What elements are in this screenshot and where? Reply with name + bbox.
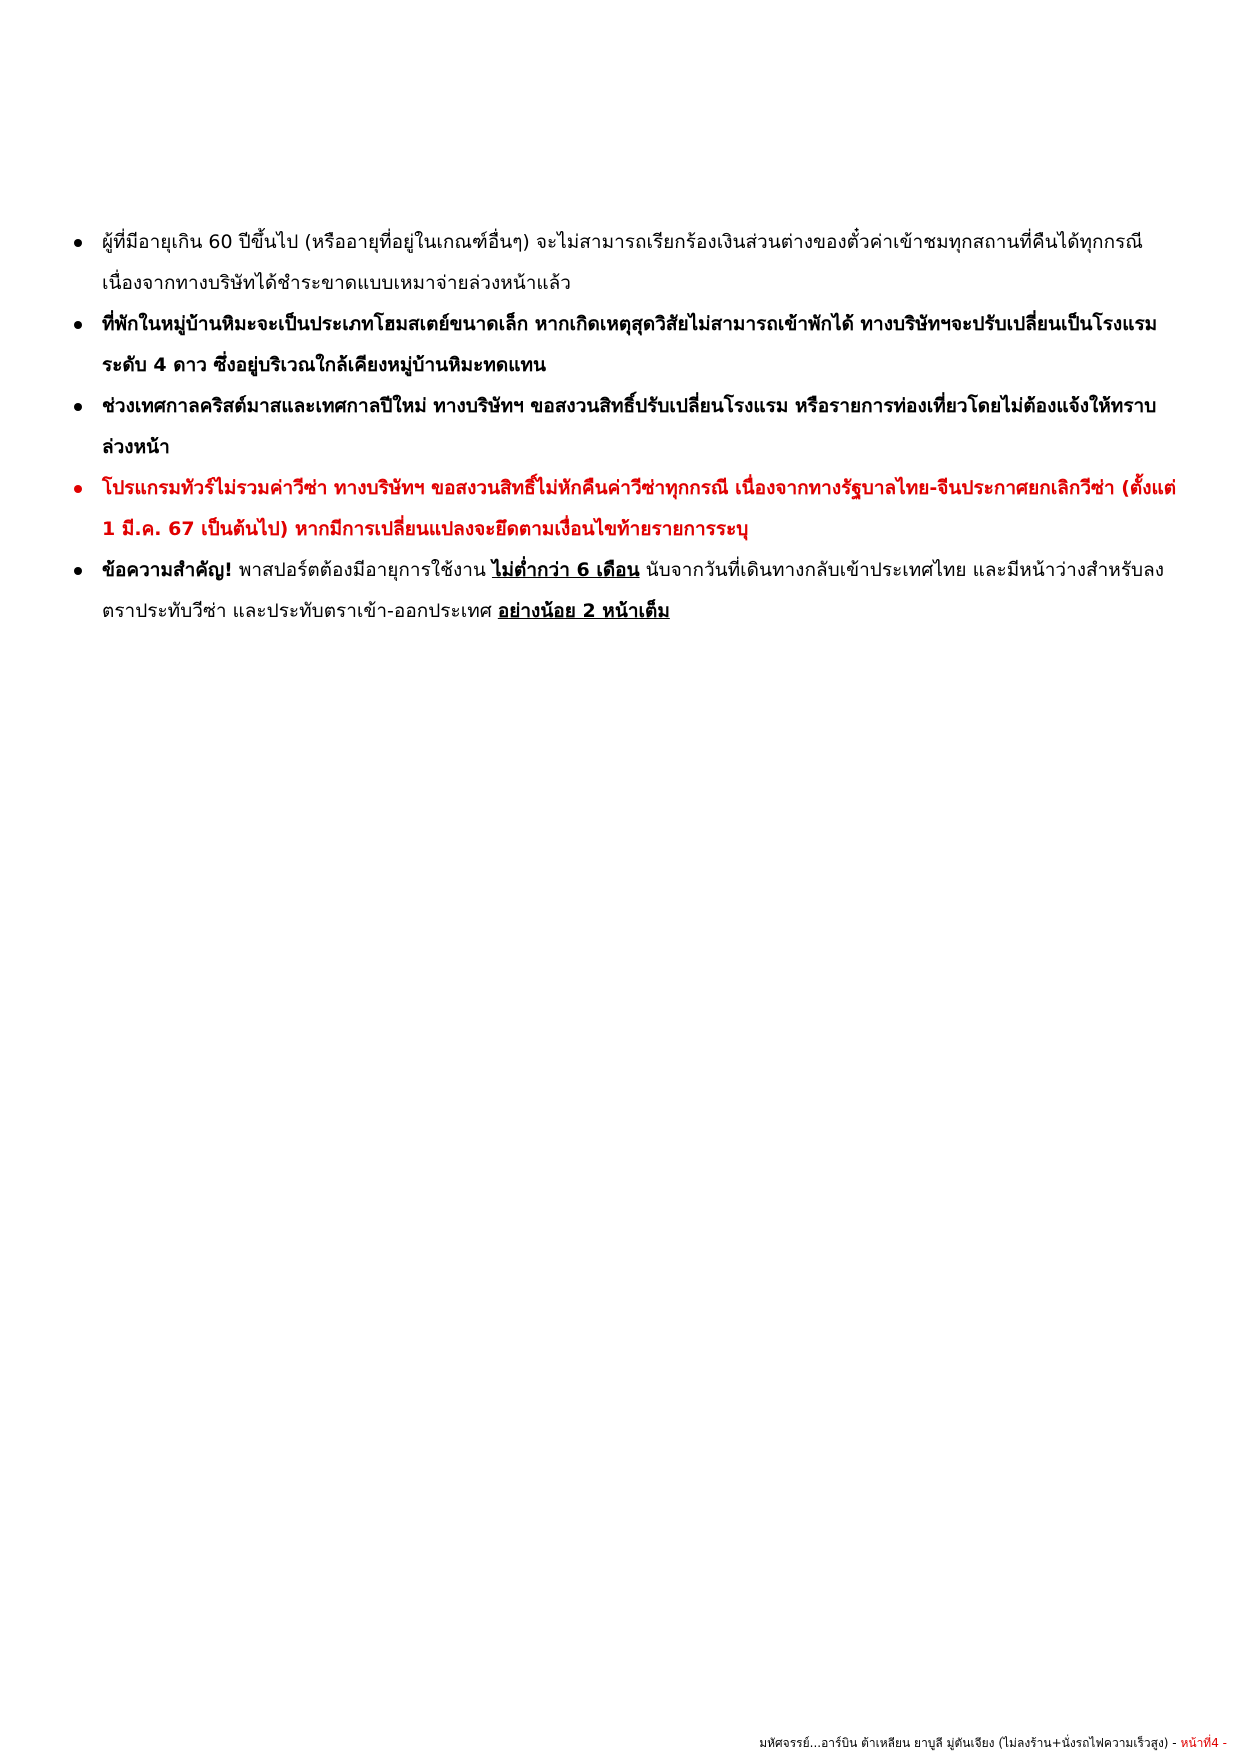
- list-item: [72, 304, 1180, 386]
- page-footer: [759, 1732, 1227, 1754]
- important-label: ข้อความสำคัญ!: [102, 559, 233, 581]
- bullet-icon: [74, 403, 82, 411]
- condition-text: ช่วงเทศกาลคริสต์มาสและเทศกาลปีใหม่ ทางบริษัทฯ ขอสงวนสิทธิ์ปรับเปลี่ยนโรงแรม หรือรายการท่องเที่ยวโดยไม่ต้องแจ้งให้ทราบล่วงหน้า: [102, 395, 1157, 458]
- bullet-icon: [74, 239, 82, 247]
- footer-title: มหัศจรรย์...อาร์บิน ต้าเหลียน ยาบูลี มู่ตันเจียง (ไม่ลงร้าน+นั่งรถไฟความเร็วสูง) -: [759, 1736, 1181, 1750]
- conditions-list: [72, 222, 1180, 632]
- condition-text: นับจากวันที่เดินทางกลับเข้าประเทศไทย และมีหน้าว่างสำหรับลงตราประทับวีซ่า และประทับตราเข้า-ออกประเทศ: [102, 559, 1164, 622]
- page-number: หน้าที่4 -: [1180, 1736, 1227, 1750]
- passport-validity: ไม่ต่ำกว่า 6 เดือน: [491, 559, 640, 581]
- list-item: [72, 468, 1180, 550]
- condition-text: พาสปอร์ตต้องมีอายุการใช้งาน: [232, 559, 492, 581]
- list-item: [72, 386, 1180, 468]
- blank-pages-requirement: อย่างน้อย 2 หน้าเต็ม: [497, 600, 670, 622]
- list-item: [72, 222, 1180, 304]
- bullet-icon: [74, 485, 82, 493]
- condition-text: โปรแกรมทัวร์ไม่รวมค่าวีซ่า ทางบริษัทฯ ขอสงวนสิทธิ์ไม่หักคืนค่าวีซ่าทุกกรณี เนื่องจากทางรัฐบาลไทย-จีนประกาศยกเลิกวีซ่า (ตั้งแต่ 1 มี.ค. 67 เป็นต้นไป) หากมีการเปลี่ยนแปลงจะยึดตามเงื่อนไขท้ายรายการระบุ: [102, 477, 1177, 540]
- bullet-icon: [74, 567, 82, 575]
- list-item: [72, 550, 1180, 632]
- condition-text: ที่พักในหมู่บ้านหิมะจะเป็นประเภทโฮมสเตย์ขนาดเล็ก หากเกิดเหตุสุดวิสัยไม่สามารถเข้าพักได้ ทางบริษัทฯจะปรับเปลี่ยนเป็นโรงแรมระดับ 4 ดาว ซึ่งอยู่บริเวณใกล้เคียงหมู่บ้านหิมะทดแทน: [102, 313, 1158, 376]
- condition-text: ผู้ที่มีอายุเกิน 60 ปีขึ้นไป (หรืออายุที่อยู่ในเกณฑ์อื่นๆ) จะไม่สามารถเรียกร้องเงินส่วนต่างของตั๋วค่าเข้าชมทุกสถานที่คืนได้ทุกกรณี เนื่องจากทางบริษัทได้ชำระขาดแบบเหมาจ่ายล่วงหน้าแล้ว: [102, 231, 1143, 294]
- bullet-icon: [74, 321, 82, 329]
